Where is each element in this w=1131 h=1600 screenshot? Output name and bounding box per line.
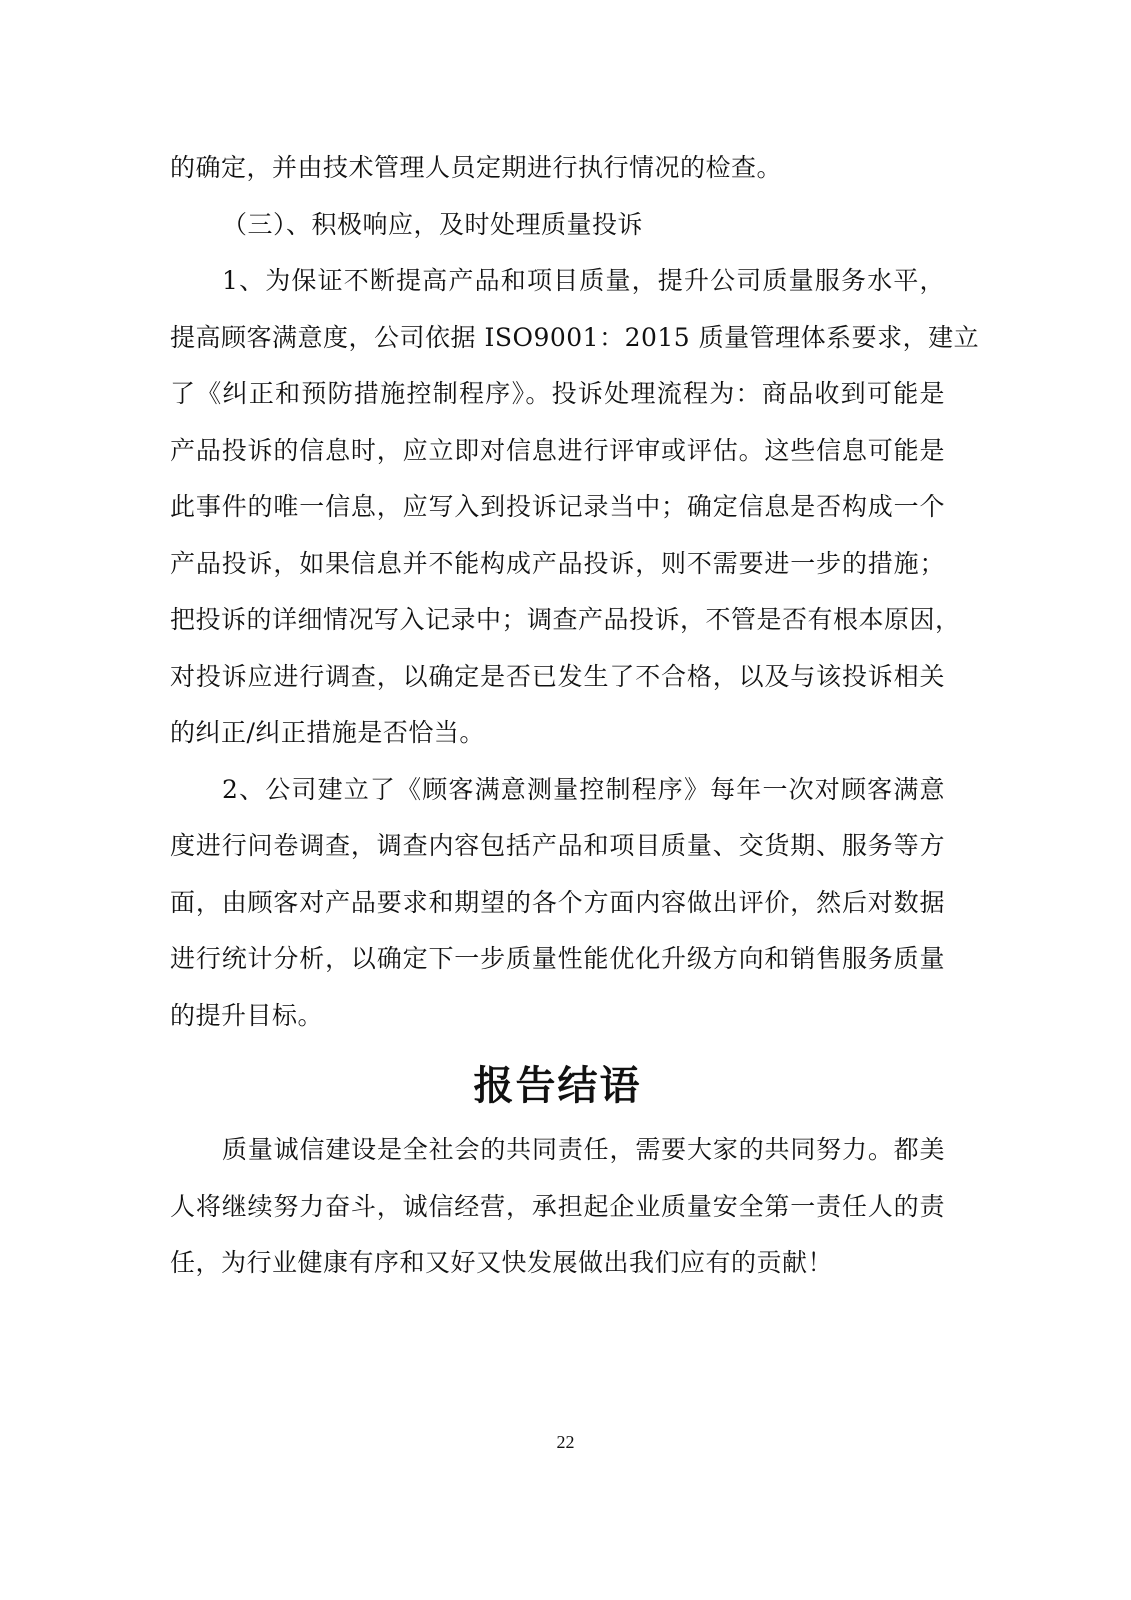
text-line: 面，由顾客对产品要求和期望的各个方面内容做出评价，然后对数据 [170, 887, 945, 917]
text-line: 1、为保证不断提高产品和项目质量，提升公司质量服务水平， [222, 266, 945, 295]
text-line: 度进行问卷调查，调查内容包括产品和项目质量、交货期、服务等方 [170, 831, 945, 860]
text-line: 2、公司建立了《顾客满意测量控制程序》每年一次对顾客满意 [222, 774, 945, 804]
page-number: 22 [556, 1432, 575, 1452]
text-line: 对投诉应进行调查，以确定是否已发生了不合格，以及与该投诉相关 [170, 661, 945, 691]
text-line: 的提升目标。 [170, 1000, 324, 1030]
paragraph-conclusion [170, 1122, 945, 1292]
paragraph-customer-satisfaction [170, 762, 945, 1045]
paragraph-complaint-handling [170, 253, 980, 762]
page-body [170, 140, 980, 1292]
text-line: 质量诚信建设是全社会的共同责任，需要大家的共同努力。都美 [222, 1135, 945, 1164]
text-line: 产品投诉的信息时，应立即对信息进行评审或评估。这些信息可能是 [170, 435, 945, 465]
text-line: 提高顾客满意度，公司依据 ISO9001：2015 质量管理体系要求，建立 [170, 322, 980, 352]
text-line: 的纠正/纠正措施是否恰当。 [170, 718, 485, 747]
text-line: 人将继续努力奋斗，诚信经营，承担起企业质量安全第一责任人的责 [170, 1191, 945, 1221]
subheading: （三）、积极响应，及时处理质量投诉 [222, 209, 644, 239]
text-line: 进行统计分析，以确定下一步质量性能优化升级方向和销售服务质量 [170, 944, 945, 973]
text-line: 了《纠正和预防措施控制程序》。投诉处理流程为：商品收到可能是 [170, 379, 945, 408]
text-line: 把投诉的详细情况写入记录中；调查产品投诉，不管是否有根本原因， [170, 605, 961, 634]
text-line: 任，为行业健康有序和又好又快发展做出我们应有的贡献！ [170, 1248, 834, 1277]
text-line: 此事件的唯一信息，应写入到投诉记录当中；确定信息是否构成一个 [170, 492, 945, 521]
text-line: 的确定，并由技术管理人员定期进行执行情况的检查。 [170, 153, 783, 182]
text-line: 产品投诉，如果信息并不能构成产品投诉，则不需要进一步的措施； [170, 548, 945, 578]
section-title: 报告结语 [473, 1063, 642, 1109]
